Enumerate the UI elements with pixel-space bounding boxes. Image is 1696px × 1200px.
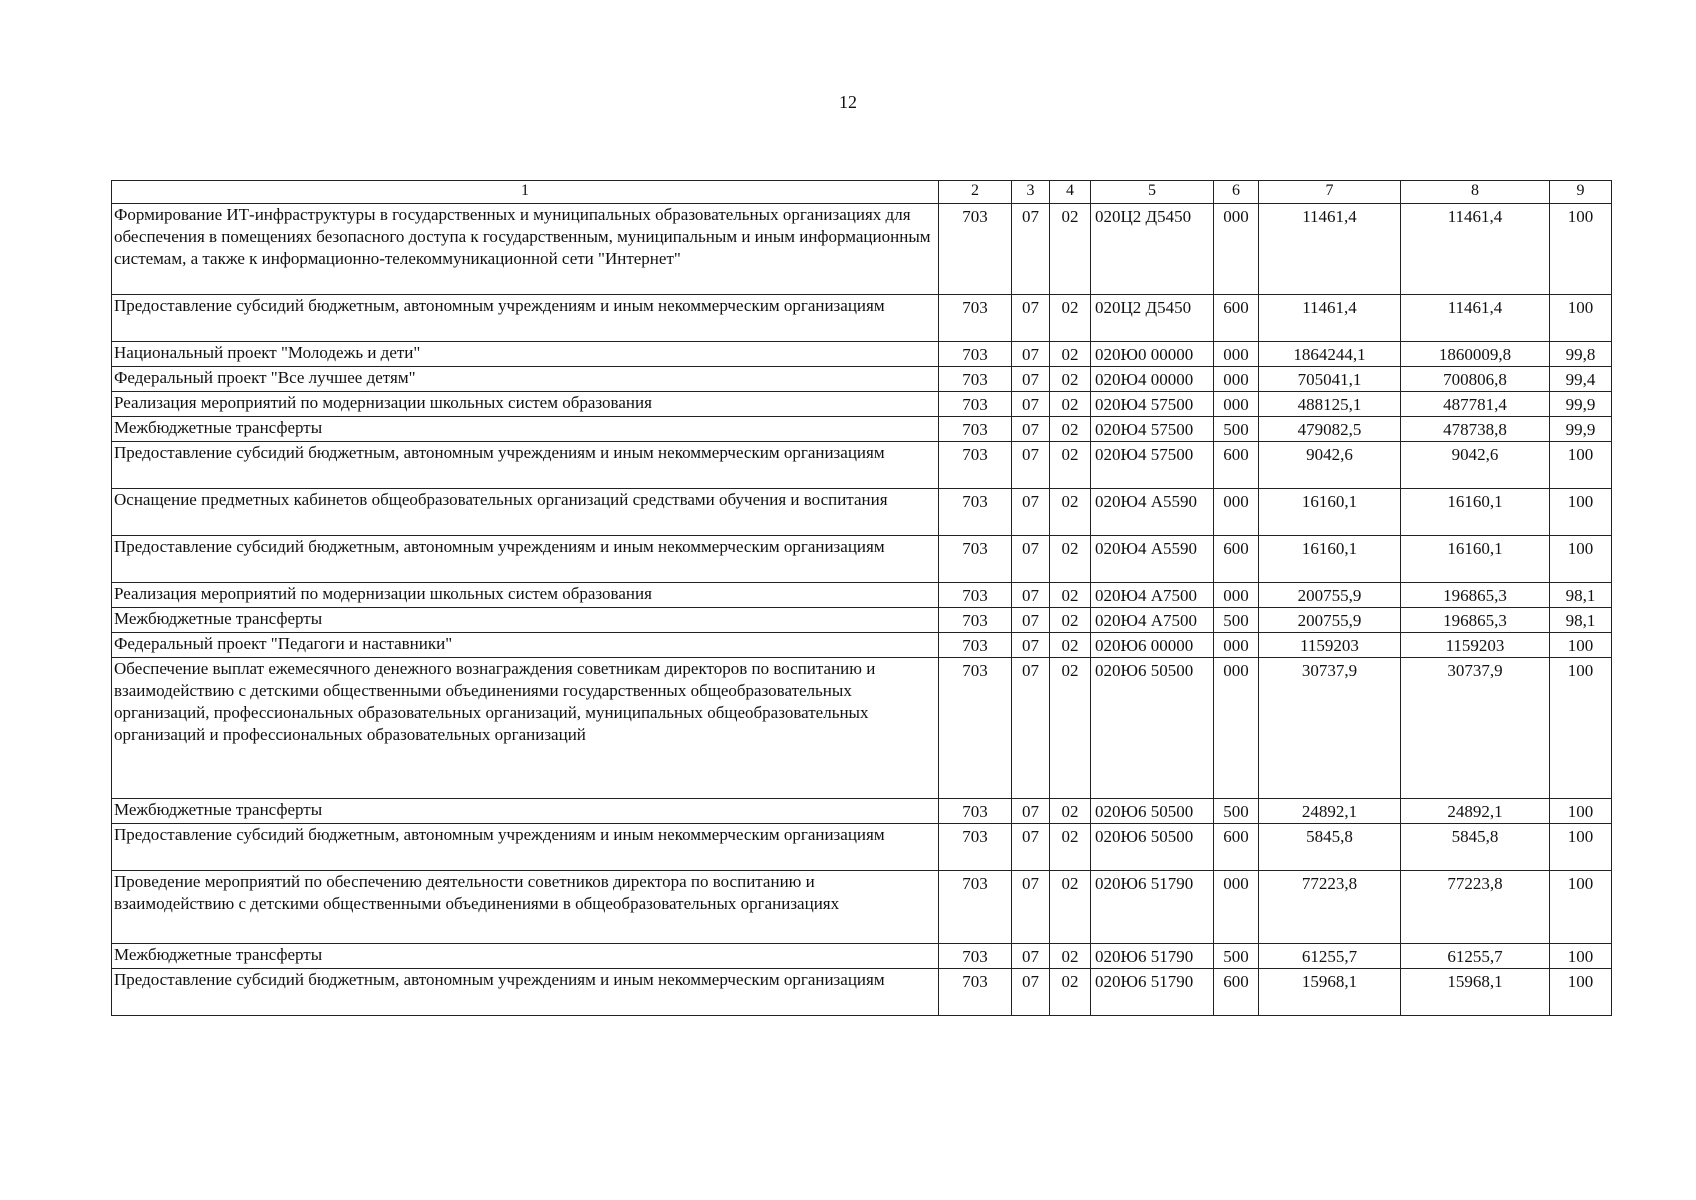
row-name: Реализация мероприятий по модернизации школьных систем образования xyxy=(112,583,939,608)
row-code-2: 703 xyxy=(939,658,1012,799)
row-code-4: 02 xyxy=(1050,204,1091,295)
row-percent: 100 xyxy=(1550,969,1612,1016)
row-code-2: 703 xyxy=(939,367,1012,392)
row-type-code: 600 xyxy=(1214,536,1259,583)
row-type-code: 000 xyxy=(1214,633,1259,658)
row-percent: 100 xyxy=(1550,442,1612,489)
row-target-code: 020Ю6 51790 xyxy=(1091,944,1214,969)
row-percent: 100 xyxy=(1550,799,1612,824)
row-percent: 100 xyxy=(1550,295,1612,342)
row-name: Предоставление субсидий бюджетным, автономным учреждениям и иным некоммерческим организациям xyxy=(112,824,939,871)
row-target-code: 020Ю6 50500 xyxy=(1091,824,1214,871)
table-row xyxy=(112,367,1612,392)
row-code-3: 07 xyxy=(1012,824,1050,871)
row-code-2: 703 xyxy=(939,969,1012,1016)
row-code-4: 02 xyxy=(1050,969,1091,1016)
row-type-code: 000 xyxy=(1214,489,1259,536)
row-code-2: 703 xyxy=(939,608,1012,633)
row-target-code: 020Ю4 А5590 xyxy=(1091,489,1214,536)
row-percent: 99,8 xyxy=(1550,342,1612,367)
row-target-code: 020Ю4 А7500 xyxy=(1091,608,1214,633)
row-type-code: 600 xyxy=(1214,295,1259,342)
row-target-code: 020Ю6 51790 xyxy=(1091,969,1214,1016)
row-code-4: 02 xyxy=(1050,342,1091,367)
row-code-2: 703 xyxy=(939,342,1012,367)
row-target-code: 020Ц2 Д5450 xyxy=(1091,204,1214,295)
page-number: 12 xyxy=(839,92,857,112)
row-type-code: 500 xyxy=(1214,608,1259,633)
row-percent: 100 xyxy=(1550,633,1612,658)
row-code-2: 703 xyxy=(939,204,1012,295)
row-code-2: 703 xyxy=(939,489,1012,536)
table-row xyxy=(112,633,1612,658)
row-value-7: 11461,4 xyxy=(1259,204,1401,295)
row-value-8: 9042,6 xyxy=(1401,442,1550,489)
row-code-4: 02 xyxy=(1050,799,1091,824)
row-code-3: 07 xyxy=(1012,944,1050,969)
row-code-2: 703 xyxy=(939,824,1012,871)
row-type-code: 500 xyxy=(1214,944,1259,969)
column-header-2: 2 xyxy=(939,181,1012,204)
row-percent: 100 xyxy=(1550,944,1612,969)
row-name: Предоставление субсидий бюджетным, автономным учреждениям и иным некоммерческим организациям xyxy=(112,295,939,342)
table-row xyxy=(112,536,1612,583)
table-body xyxy=(112,204,1612,1016)
row-code-4: 02 xyxy=(1050,824,1091,871)
row-code-4: 02 xyxy=(1050,944,1091,969)
row-code-2: 703 xyxy=(939,295,1012,342)
column-header-6: 6 xyxy=(1214,181,1259,204)
row-code-2: 703 xyxy=(939,871,1012,944)
row-type-code: 000 xyxy=(1214,583,1259,608)
row-name: Межбюджетные трансферты xyxy=(112,799,939,824)
row-name: Предоставление субсидий бюджетным, автономным учреждениям и иным некоммерческим организациям xyxy=(112,536,939,583)
row-value-7: 77223,8 xyxy=(1259,871,1401,944)
row-name: Федеральный проект "Все лучшее детям" xyxy=(112,367,939,392)
column-header-7: 7 xyxy=(1259,181,1401,204)
table-row xyxy=(112,204,1612,295)
row-value-7: 1864244,1 xyxy=(1259,342,1401,367)
table-row xyxy=(112,969,1612,1016)
row-value-7: 705041,1 xyxy=(1259,367,1401,392)
row-percent: 99,9 xyxy=(1550,417,1612,442)
row-type-code: 500 xyxy=(1214,799,1259,824)
row-percent: 99,9 xyxy=(1550,392,1612,417)
row-code-3: 07 xyxy=(1012,608,1050,633)
row-code-3: 07 xyxy=(1012,871,1050,944)
row-value-7: 30737,9 xyxy=(1259,658,1401,799)
row-percent: 100 xyxy=(1550,824,1612,871)
table-row xyxy=(112,417,1612,442)
row-code-3: 07 xyxy=(1012,295,1050,342)
row-value-7: 9042,6 xyxy=(1259,442,1401,489)
row-type-code: 000 xyxy=(1214,204,1259,295)
row-code-4: 02 xyxy=(1050,392,1091,417)
row-type-code: 600 xyxy=(1214,969,1259,1016)
row-code-4: 02 xyxy=(1050,442,1091,489)
budget-table xyxy=(111,180,1612,1016)
row-code-3: 07 xyxy=(1012,489,1050,536)
row-code-4: 02 xyxy=(1050,536,1091,583)
row-code-2: 703 xyxy=(939,944,1012,969)
row-code-3: 07 xyxy=(1012,799,1050,824)
row-code-2: 703 xyxy=(939,392,1012,417)
row-target-code: 020Ю4 А5590 xyxy=(1091,536,1214,583)
row-target-code: 020Ю4 57500 xyxy=(1091,392,1214,417)
row-value-8: 700806,8 xyxy=(1401,367,1550,392)
row-code-3: 07 xyxy=(1012,536,1050,583)
header-row xyxy=(112,181,1612,204)
row-target-code: 020Ю6 00000 xyxy=(1091,633,1214,658)
row-value-8: 196865,3 xyxy=(1401,608,1550,633)
row-name: Национальный проект "Молодежь и дети" xyxy=(112,342,939,367)
row-percent: 100 xyxy=(1550,489,1612,536)
row-code-4: 02 xyxy=(1050,417,1091,442)
row-percent: 98,1 xyxy=(1550,583,1612,608)
row-value-7: 200755,9 xyxy=(1259,608,1401,633)
row-name: Межбюджетные трансферты xyxy=(112,944,939,969)
table-row xyxy=(112,489,1612,536)
row-code-2: 703 xyxy=(939,583,1012,608)
row-code-4: 02 xyxy=(1050,489,1091,536)
row-value-8: 16160,1 xyxy=(1401,489,1550,536)
row-name: Предоставление субсидий бюджетным, автономным учреждениям и иным некоммерческим организациям xyxy=(112,969,939,1016)
row-code-4: 02 xyxy=(1050,583,1091,608)
row-value-8: 478738,8 xyxy=(1401,417,1550,442)
row-code-3: 07 xyxy=(1012,392,1050,417)
row-value-8: 24892,1 xyxy=(1401,799,1550,824)
row-value-8: 30737,9 xyxy=(1401,658,1550,799)
row-target-code: 020Ю6 51790 xyxy=(1091,871,1214,944)
row-name: Межбюджетные трансферты xyxy=(112,608,939,633)
table-row xyxy=(112,442,1612,489)
row-value-8: 61255,7 xyxy=(1401,944,1550,969)
table-row xyxy=(112,608,1612,633)
table-row xyxy=(112,295,1612,342)
row-code-3: 07 xyxy=(1012,342,1050,367)
row-target-code: 020Ю4 00000 xyxy=(1091,367,1214,392)
row-name: Формирование ИТ-инфраструктуры в государственных и муниципальных образовательных организациях для обеспечения в помещениях безопасного доступа к государственным, муниципальным и иным информационным системам, а также к информационно-телекоммуникационной сети "Интернет" xyxy=(112,204,939,295)
row-value-7: 24892,1 xyxy=(1259,799,1401,824)
row-percent: 100 xyxy=(1550,204,1612,295)
row-code-4: 02 xyxy=(1050,608,1091,633)
table-row xyxy=(112,944,1612,969)
column-header-1: 1 xyxy=(112,181,939,204)
row-value-8: 196865,3 xyxy=(1401,583,1550,608)
row-code-3: 07 xyxy=(1012,442,1050,489)
row-target-code: 020Ц2 Д5450 xyxy=(1091,295,1214,342)
row-target-code: 020Ю6 50500 xyxy=(1091,799,1214,824)
row-code-2: 703 xyxy=(939,633,1012,658)
row-value-8: 487781,4 xyxy=(1401,392,1550,417)
row-name: Обеспечение выплат ежемесячного денежного вознаграждения советникам директоров по воспитанию и взаимодействию с детскими общественными объединениями государственных общеобразовательных организаций, профессиональных образовательных организаций, муниципальных общеобразовательных организаций и профессиональных образовательных организаций xyxy=(112,658,939,799)
row-code-4: 02 xyxy=(1050,871,1091,944)
table-row xyxy=(112,824,1612,871)
row-percent: 100 xyxy=(1550,871,1612,944)
row-code-2: 703 xyxy=(939,417,1012,442)
row-name: Оснащение предметных кабинетов общеобразовательных организаций средствами обучения и воспитания xyxy=(112,489,939,536)
row-percent: 100 xyxy=(1550,658,1612,799)
row-target-code: 020Ю4 А7500 xyxy=(1091,583,1214,608)
table-row xyxy=(112,342,1612,367)
row-code-4: 02 xyxy=(1050,633,1091,658)
row-value-7: 16160,1 xyxy=(1259,536,1401,583)
table-row xyxy=(112,392,1612,417)
column-header-4: 4 xyxy=(1050,181,1091,204)
row-value-7: 479082,5 xyxy=(1259,417,1401,442)
row-value-7: 11461,4 xyxy=(1259,295,1401,342)
row-type-code: 600 xyxy=(1214,442,1259,489)
row-code-4: 02 xyxy=(1050,367,1091,392)
column-header-8: 8 xyxy=(1401,181,1550,204)
row-code-4: 02 xyxy=(1050,658,1091,799)
row-value-7: 16160,1 xyxy=(1259,489,1401,536)
row-value-8: 11461,4 xyxy=(1401,295,1550,342)
row-target-code: 020Ю4 57500 xyxy=(1091,417,1214,442)
row-value-8: 5845,8 xyxy=(1401,824,1550,871)
row-type-code: 600 xyxy=(1214,824,1259,871)
row-value-7: 488125,1 xyxy=(1259,392,1401,417)
row-type-code: 000 xyxy=(1214,367,1259,392)
row-code-3: 07 xyxy=(1012,969,1050,1016)
table-row xyxy=(112,658,1612,799)
row-type-code: 000 xyxy=(1214,871,1259,944)
row-type-code: 000 xyxy=(1214,392,1259,417)
column-header-9: 9 xyxy=(1550,181,1612,204)
row-value-7: 5845,8 xyxy=(1259,824,1401,871)
row-code-4: 02 xyxy=(1050,295,1091,342)
column-header-3: 3 xyxy=(1012,181,1050,204)
row-name: Межбюджетные трансферты xyxy=(112,417,939,442)
table-row xyxy=(112,799,1612,824)
row-type-code: 000 xyxy=(1214,342,1259,367)
row-value-8: 11461,4 xyxy=(1401,204,1550,295)
row-percent: 98,1 xyxy=(1550,608,1612,633)
row-code-3: 07 xyxy=(1012,417,1050,442)
row-code-2: 703 xyxy=(939,799,1012,824)
row-percent: 100 xyxy=(1550,536,1612,583)
row-value-8: 15968,1 xyxy=(1401,969,1550,1016)
row-type-code: 000 xyxy=(1214,658,1259,799)
row-name: Федеральный проект "Педагоги и наставники" xyxy=(112,633,939,658)
row-value-7: 1159203 xyxy=(1259,633,1401,658)
row-value-8: 1159203 xyxy=(1401,633,1550,658)
row-target-code: 020Ю4 57500 xyxy=(1091,442,1214,489)
column-header-5: 5 xyxy=(1091,181,1214,204)
row-percent: 99,4 xyxy=(1550,367,1612,392)
row-name: Реализация мероприятий по модернизации школьных систем образования xyxy=(112,392,939,417)
row-value-7: 61255,7 xyxy=(1259,944,1401,969)
row-code-3: 07 xyxy=(1012,367,1050,392)
row-value-8: 1860009,8 xyxy=(1401,342,1550,367)
row-code-2: 703 xyxy=(939,442,1012,489)
table-row xyxy=(112,871,1612,944)
row-code-3: 07 xyxy=(1012,204,1050,295)
row-value-7: 200755,9 xyxy=(1259,583,1401,608)
row-target-code: 020Ю0 00000 xyxy=(1091,342,1214,367)
row-value-8: 77223,8 xyxy=(1401,871,1550,944)
row-type-code: 500 xyxy=(1214,417,1259,442)
row-value-8: 16160,1 xyxy=(1401,536,1550,583)
row-code-2: 703 xyxy=(939,536,1012,583)
row-code-3: 07 xyxy=(1012,633,1050,658)
row-target-code: 020Ю6 50500 xyxy=(1091,658,1214,799)
row-code-3: 07 xyxy=(1012,583,1050,608)
table-row xyxy=(112,583,1612,608)
row-code-3: 07 xyxy=(1012,658,1050,799)
row-name: Предоставление субсидий бюджетным, автономным учреждениям и иным некоммерческим организациям xyxy=(112,442,939,489)
row-value-7: 15968,1 xyxy=(1259,969,1401,1016)
row-name: Проведение мероприятий по обеспечению деятельности советников директора по воспитанию и взаимодействию с детскими общественными объединениями в общеобразовательных организациях xyxy=(112,871,939,944)
